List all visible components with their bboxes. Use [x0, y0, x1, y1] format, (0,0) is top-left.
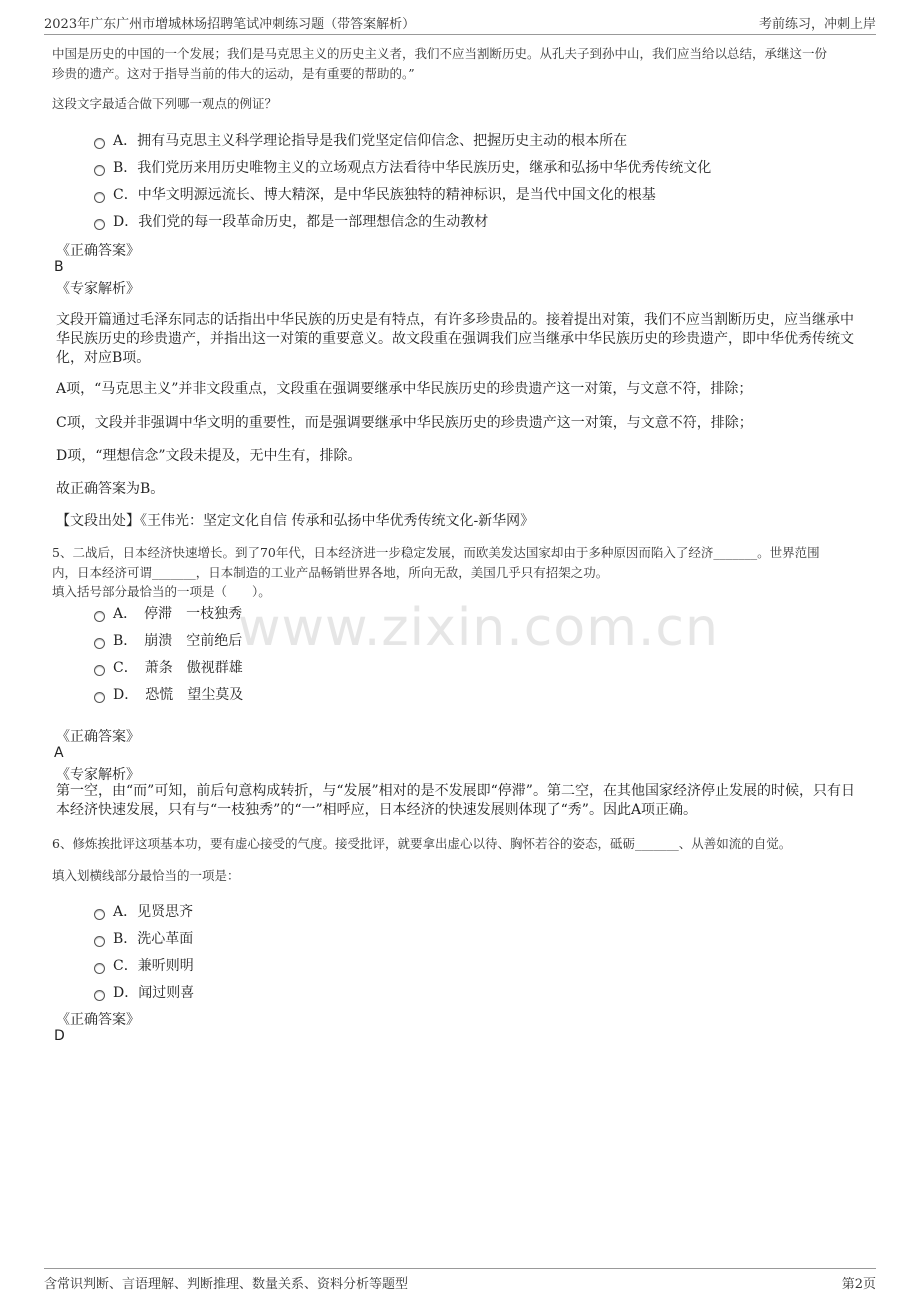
q4-analysis-label: 《专家解析》	[56, 281, 140, 297]
radio-icon[interactable]	[94, 138, 105, 149]
q4-option-c-label: C．中华文明源远流长、博大精深，是中华民族独特的精神标识，是当代中国文化的根基	[113, 187, 656, 203]
document-title: 2023年广东广州市增城林场招聘笔试冲刺练习题（带答案解析）	[44, 17, 416, 32]
radio-icon[interactable]	[94, 611, 105, 622]
radio-icon[interactable]	[94, 692, 105, 703]
q5-analysis: 第一空，由“而”可知，前后句意构成转折，与“发展”相对的是不发展即“停滞”。第二空，在其他国家经济停止发展的时候，只有日本经济快速发展，只有与“一枝独秀”的“一”相呼应，日本经济的快速发展则体现了“秀”。因此A项正确。	[56, 783, 855, 818]
q5-stem-line2: 内，日本经济可谓_______，日本制造的工业产品畅销世界各地，所向无敌，美国几乎只有招架之功。	[52, 565, 609, 580]
radio-icon[interactable]	[94, 165, 105, 176]
q5-analysis-label: 《专家解析》	[56, 767, 140, 783]
q5-option-a-label: A． 停滞 一枝独秀	[113, 606, 243, 622]
page-footer	[44, 1268, 876, 1293]
radio-icon[interactable]	[94, 219, 105, 230]
radio-icon[interactable]	[94, 963, 105, 974]
radio-icon[interactable]	[94, 638, 105, 649]
q4-option-d-label: D．我们党的每一段革命历史，都是一部理想信念的生动教材	[113, 214, 489, 230]
q6-option-d-label: D．闻过则喜	[113, 985, 195, 1001]
q5-answer: A	[54, 745, 64, 761]
q4-answer: B	[54, 259, 64, 275]
q4-analysis-para-1: 文段开篇通过毛泽东同志的话指出中华民族的历史是有特点，有许多珍贵品的。接着提出对策，我们不应当割断历史，应当继承中华民族历史的珍贵遗产，并指出这一对策的重要意义。故文段重在强调我们应当继承中华民族历史的珍贵遗产，即中华优秀传统文化，对应B项。	[56, 312, 854, 366]
q4-passage-line2: 珍贵的遗产。这对于指导当前的伟大的运动，是有重要的帮助的。”	[52, 66, 415, 81]
page-number: 第2页	[841, 1277, 876, 1292]
q6-answer: D	[54, 1028, 65, 1044]
q4-analysis-para-2: A项，“马克思主义”并非文段重点，文段重在强调要继承中华民族历史的珍贵遗产这一对策，与文意不符，排除；	[56, 381, 753, 397]
q4-answer-label: 《正确答案》	[56, 243, 140, 259]
q4-analysis-para-5: 故正确答案为B。	[56, 481, 165, 497]
q5-option-b-label: B． 崩溃 空前绝后	[113, 633, 243, 649]
radio-icon[interactable]	[94, 936, 105, 947]
watermark: www.zixin.com.cn	[238, 598, 719, 658]
q4-analysis-para-3: C项，文段并非强调中华文明的重要性，而是强调要继承中华民族历史的珍贵遗产这一对策，与文意不符，排除；	[56, 415, 753, 431]
q6-answer-label: 《正确答案》	[56, 1012, 140, 1028]
q4-passage-line1: 中国是历史的中国的一个发展；我们是马克思主义的历史主义者，我们不应当割断历史。从孔夫子到孙中山，我们应当给以总结，承继这一份	[52, 46, 828, 61]
q6-option-c-label: C．兼听则明	[113, 958, 194, 974]
footer-topics: 含常识判断、言语理解、判断推理、数量关系、资料分析等题型	[44, 1277, 409, 1292]
q6-option-a-label: A．见贤思齐	[113, 904, 194, 920]
q4-option-b-label: B．我们党历来用历史唯物主义的立场观点方法看待中华民族历史，继承和弘扬中华优秀传统文化	[113, 160, 712, 176]
q6-option-b-label: B．洗心革面	[113, 931, 194, 947]
radio-icon[interactable]	[94, 665, 105, 676]
q5-option-d-label: D． 恐慌 望尘莫及	[113, 687, 244, 703]
radio-icon[interactable]	[94, 192, 105, 203]
radio-icon[interactable]	[94, 909, 105, 920]
q4-stem: 这段文字最适合做下列哪一观点的例证？	[52, 96, 278, 111]
q4-analysis-para-4: D项，“理想信念”文段未提及，无中生有，排除。	[56, 448, 362, 464]
q6-prompt: 填入划横线部分最恰当的一项是：	[52, 868, 240, 883]
q5-stem-line1: 5、二战后，日本经济快速增长。到了70年代，日本经济进一步稳定发展，而欧美发达国家却由于多种原因而陷入了经济_______。世界范围	[52, 545, 820, 560]
radio-icon[interactable]	[94, 990, 105, 1001]
q4-source: 【文段出处】《王伟光：坚定文化自信 传承和弘扬中华优秀传统文化-新华网》	[56, 513, 535, 529]
q5-answer-label: 《正确答案》	[56, 729, 140, 745]
q6-stem: 6、修炼挨批评这项基本功，要有虚心接受的气度。接受批评，就要拿出虚心以待、胸怀若谷的姿态，砥砺_______、从善如流的自觉。	[52, 836, 792, 851]
header-slogan: 考前练习，冲刺上岸	[758, 17, 876, 32]
q4-option-a-label: A．拥有马克思主义科学理论指导是我们党坚定信仰信念、把握历史主动的根本所在	[113, 133, 628, 149]
q5-option-c-label: C． 萧条 傲视群雄	[113, 660, 243, 676]
page-header	[44, 10, 876, 35]
q5-stem-line3: 填入括号部分最恰当的一项是（ ）。	[52, 584, 271, 599]
